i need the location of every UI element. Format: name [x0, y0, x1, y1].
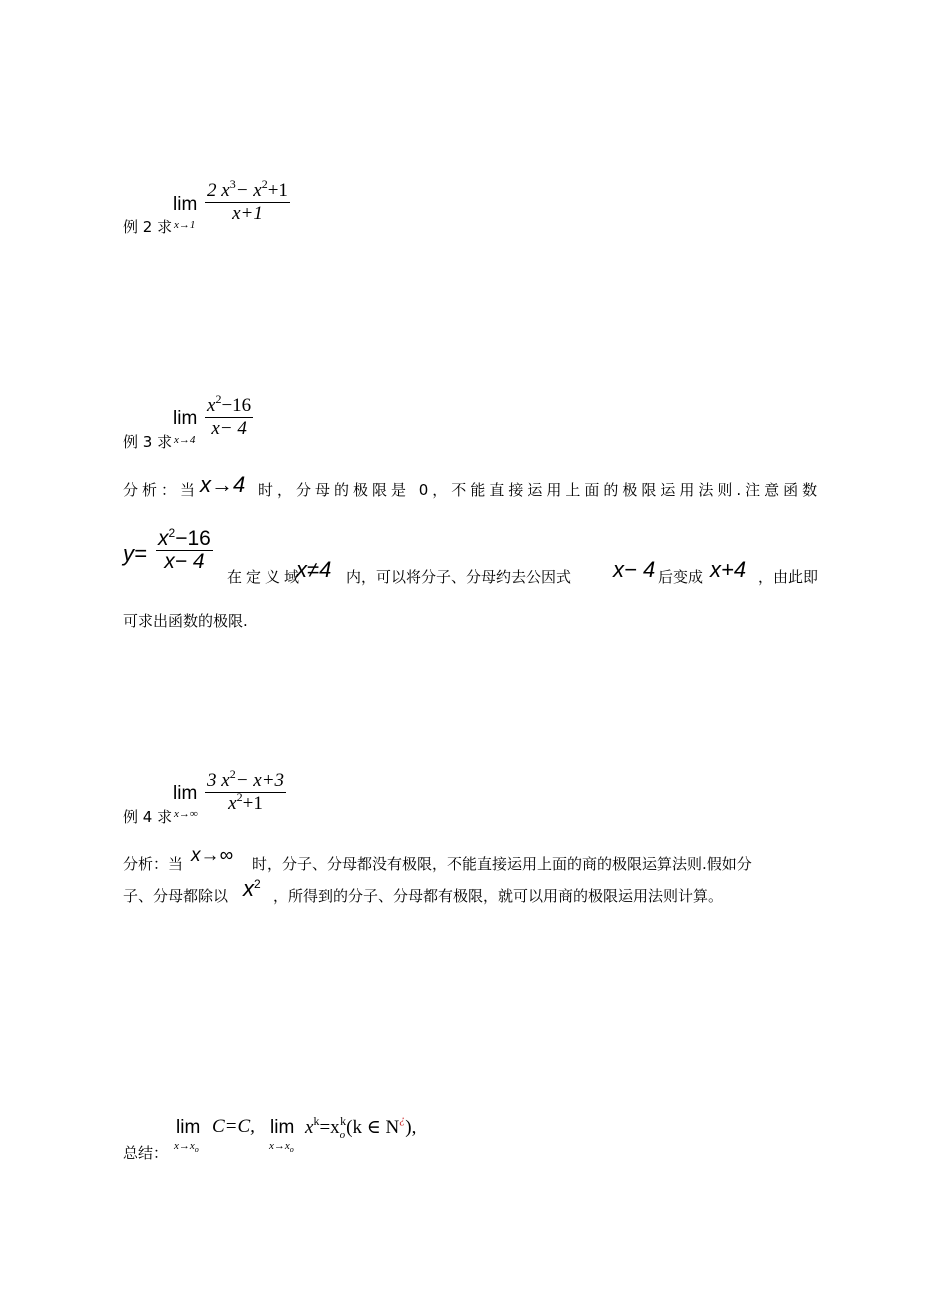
math-expression: $x^k=x_o^k(k$ ∈ N¿), — [305, 1112, 417, 1141]
analysis-text: 内，可以将分子、分母约去公因式 — [346, 568, 572, 586]
function-lhs: y= — [123, 541, 147, 566]
analysis-text: 子、分母都除以 — [123, 887, 229, 905]
fraction-numerator: 2 $x^3- x^2+1$ — [207, 177, 288, 201]
fraction — [205, 767, 286, 815]
fraction — [205, 177, 290, 225]
math-expression: $x^2$ — [243, 876, 261, 901]
example-label: 例 3 求 — [123, 433, 173, 451]
analysis-text: 在定义域 — [227, 568, 304, 586]
math-expression: x≠4 — [296, 557, 332, 582]
lim-subscript: $x\to x_o$ — [174, 1140, 199, 1154]
lim-operator: lim — [173, 194, 198, 215]
fraction-numerator: $x^2-16$ — [207, 392, 252, 416]
math-expression: x→∞ — [191, 845, 234, 866]
fraction-numerator: $x^2-16$ — [158, 526, 211, 550]
example-label: 例 4 求 — [123, 808, 173, 826]
summary-label: 总结： — [123, 1144, 169, 1162]
fraction-numerator: 3 $x^2- x+3$ — [207, 767, 285, 791]
lim-subscript: x→4 — [174, 434, 196, 446]
analysis-text: 后变成 — [658, 568, 704, 586]
lim-operator: lim — [173, 408, 198, 429]
function-fraction — [156, 528, 213, 573]
analysis-text: ，所得到的分子、分母都有极限，就可以用商的极限运用法则计算。 — [273, 887, 724, 905]
fraction — [205, 392, 253, 440]
math-expression: x− 4 — [613, 557, 656, 582]
lim-operator: lim — [176, 1117, 201, 1138]
lim-operator: lim — [173, 783, 198, 804]
math-expression: x→4 — [200, 472, 246, 497]
fraction-denominator: x+1 — [232, 203, 263, 224]
analysis-text: ，由此即 — [758, 568, 819, 586]
lim-subscript: x→∞ — [174, 808, 198, 820]
lim-operator: lim — [270, 1117, 295, 1138]
analysis-text: 可求出函数的极限. — [123, 612, 248, 630]
analysis-text: 分析：当 — [123, 855, 184, 873]
lim-subscript: $x\to x_o$ — [269, 1140, 294, 1154]
fraction-denominator: x− 4 — [164, 550, 205, 573]
analysis-text: 时，分母的极限是 0，不能直接运用上面的极限运用法则.注意函数 — [258, 481, 822, 499]
fraction-denominator: $x^2+1$ — [228, 790, 263, 814]
lim-subscript: x→1 — [174, 219, 196, 231]
math-expression: x+4 — [710, 557, 747, 582]
unknown-char-mark: ¿ — [399, 1112, 406, 1126]
math-expression: C=C, — [212, 1116, 255, 1137]
analysis-text: 分析：当 — [123, 481, 200, 499]
fraction-denominator: x− 4 — [211, 418, 247, 439]
analysis-text: 时，分子、分母都没有极限，不能直接运用上面的商的极限运算法则.假如分 — [252, 855, 752, 873]
example-label: 例 2 求 — [123, 218, 173, 236]
